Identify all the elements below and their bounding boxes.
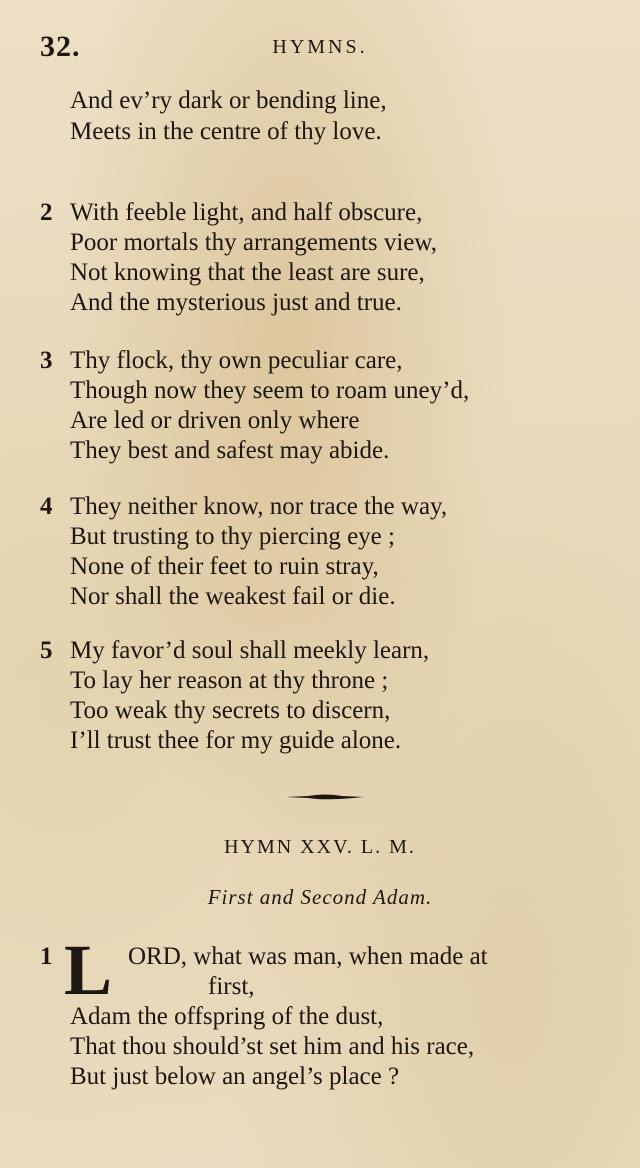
verse-number: 3 (40, 347, 53, 374)
verse-line: They best and safest may abide. (70, 437, 390, 464)
hymn-subtitle: First and Second Adam. (207, 885, 433, 909)
verse-line: That thou should’st set him and his race, (70, 1033, 475, 1060)
verse-line: To lay her reason at thy throne ; (70, 667, 389, 694)
verse-line: first, (208, 973, 255, 1000)
verse-line: My favor’d soul shall meekly learn, (70, 637, 430, 664)
verse-line: Nor shall the weakest fail or die. (70, 583, 396, 610)
verse-line: Poor mortals thy arrangements view, (70, 229, 438, 256)
hymn-title: HYMN XXV. L. M. (224, 836, 416, 858)
verse-number: 1 (40, 943, 53, 970)
verse-number: 5 (40, 637, 53, 664)
verse-line: None of their feet to ruin stray, (70, 553, 379, 580)
verse-line: And ev’ry dark or bending line, (70, 87, 387, 114)
verse-line: Too weak thy secrets to discern, (70, 697, 391, 724)
verse-number: 2 (40, 199, 53, 226)
ornamental-rule (286, 793, 364, 801)
verse-line: ORD, what was man, when made at (128, 943, 488, 970)
page-header (40, 30, 600, 66)
verse-line: But trusting to thy piercing eye ; (70, 523, 395, 550)
verse-line: I’ll trust thee for my guide alone. (70, 727, 402, 754)
verse-line: With feeble light, and half obscure, (70, 199, 423, 226)
verse-line: Though now they seem to roam uney’d, (70, 377, 470, 404)
running-head: HYMNS. (272, 36, 368, 58)
verse-line: And the mysterious just and true. (70, 289, 402, 316)
verse-line: But just below an angel’s place ? (70, 1063, 400, 1090)
verse-line: They neither know, nor trace the way, (70, 493, 448, 520)
verse-line: Not knowing that the least are sure, (70, 259, 425, 286)
verse-line: Are led or driven only where (70, 407, 360, 434)
verse-line: Meets in the centre of thy love. (70, 118, 382, 145)
verse-line: Adam the offspring of the dust, (70, 1003, 384, 1030)
verse-line: Thy flock, thy own peculiar care, (70, 347, 403, 374)
page-number: 32. (40, 30, 81, 63)
verse-number: 4 (40, 493, 53, 520)
drop-cap: L (64, 930, 113, 1010)
